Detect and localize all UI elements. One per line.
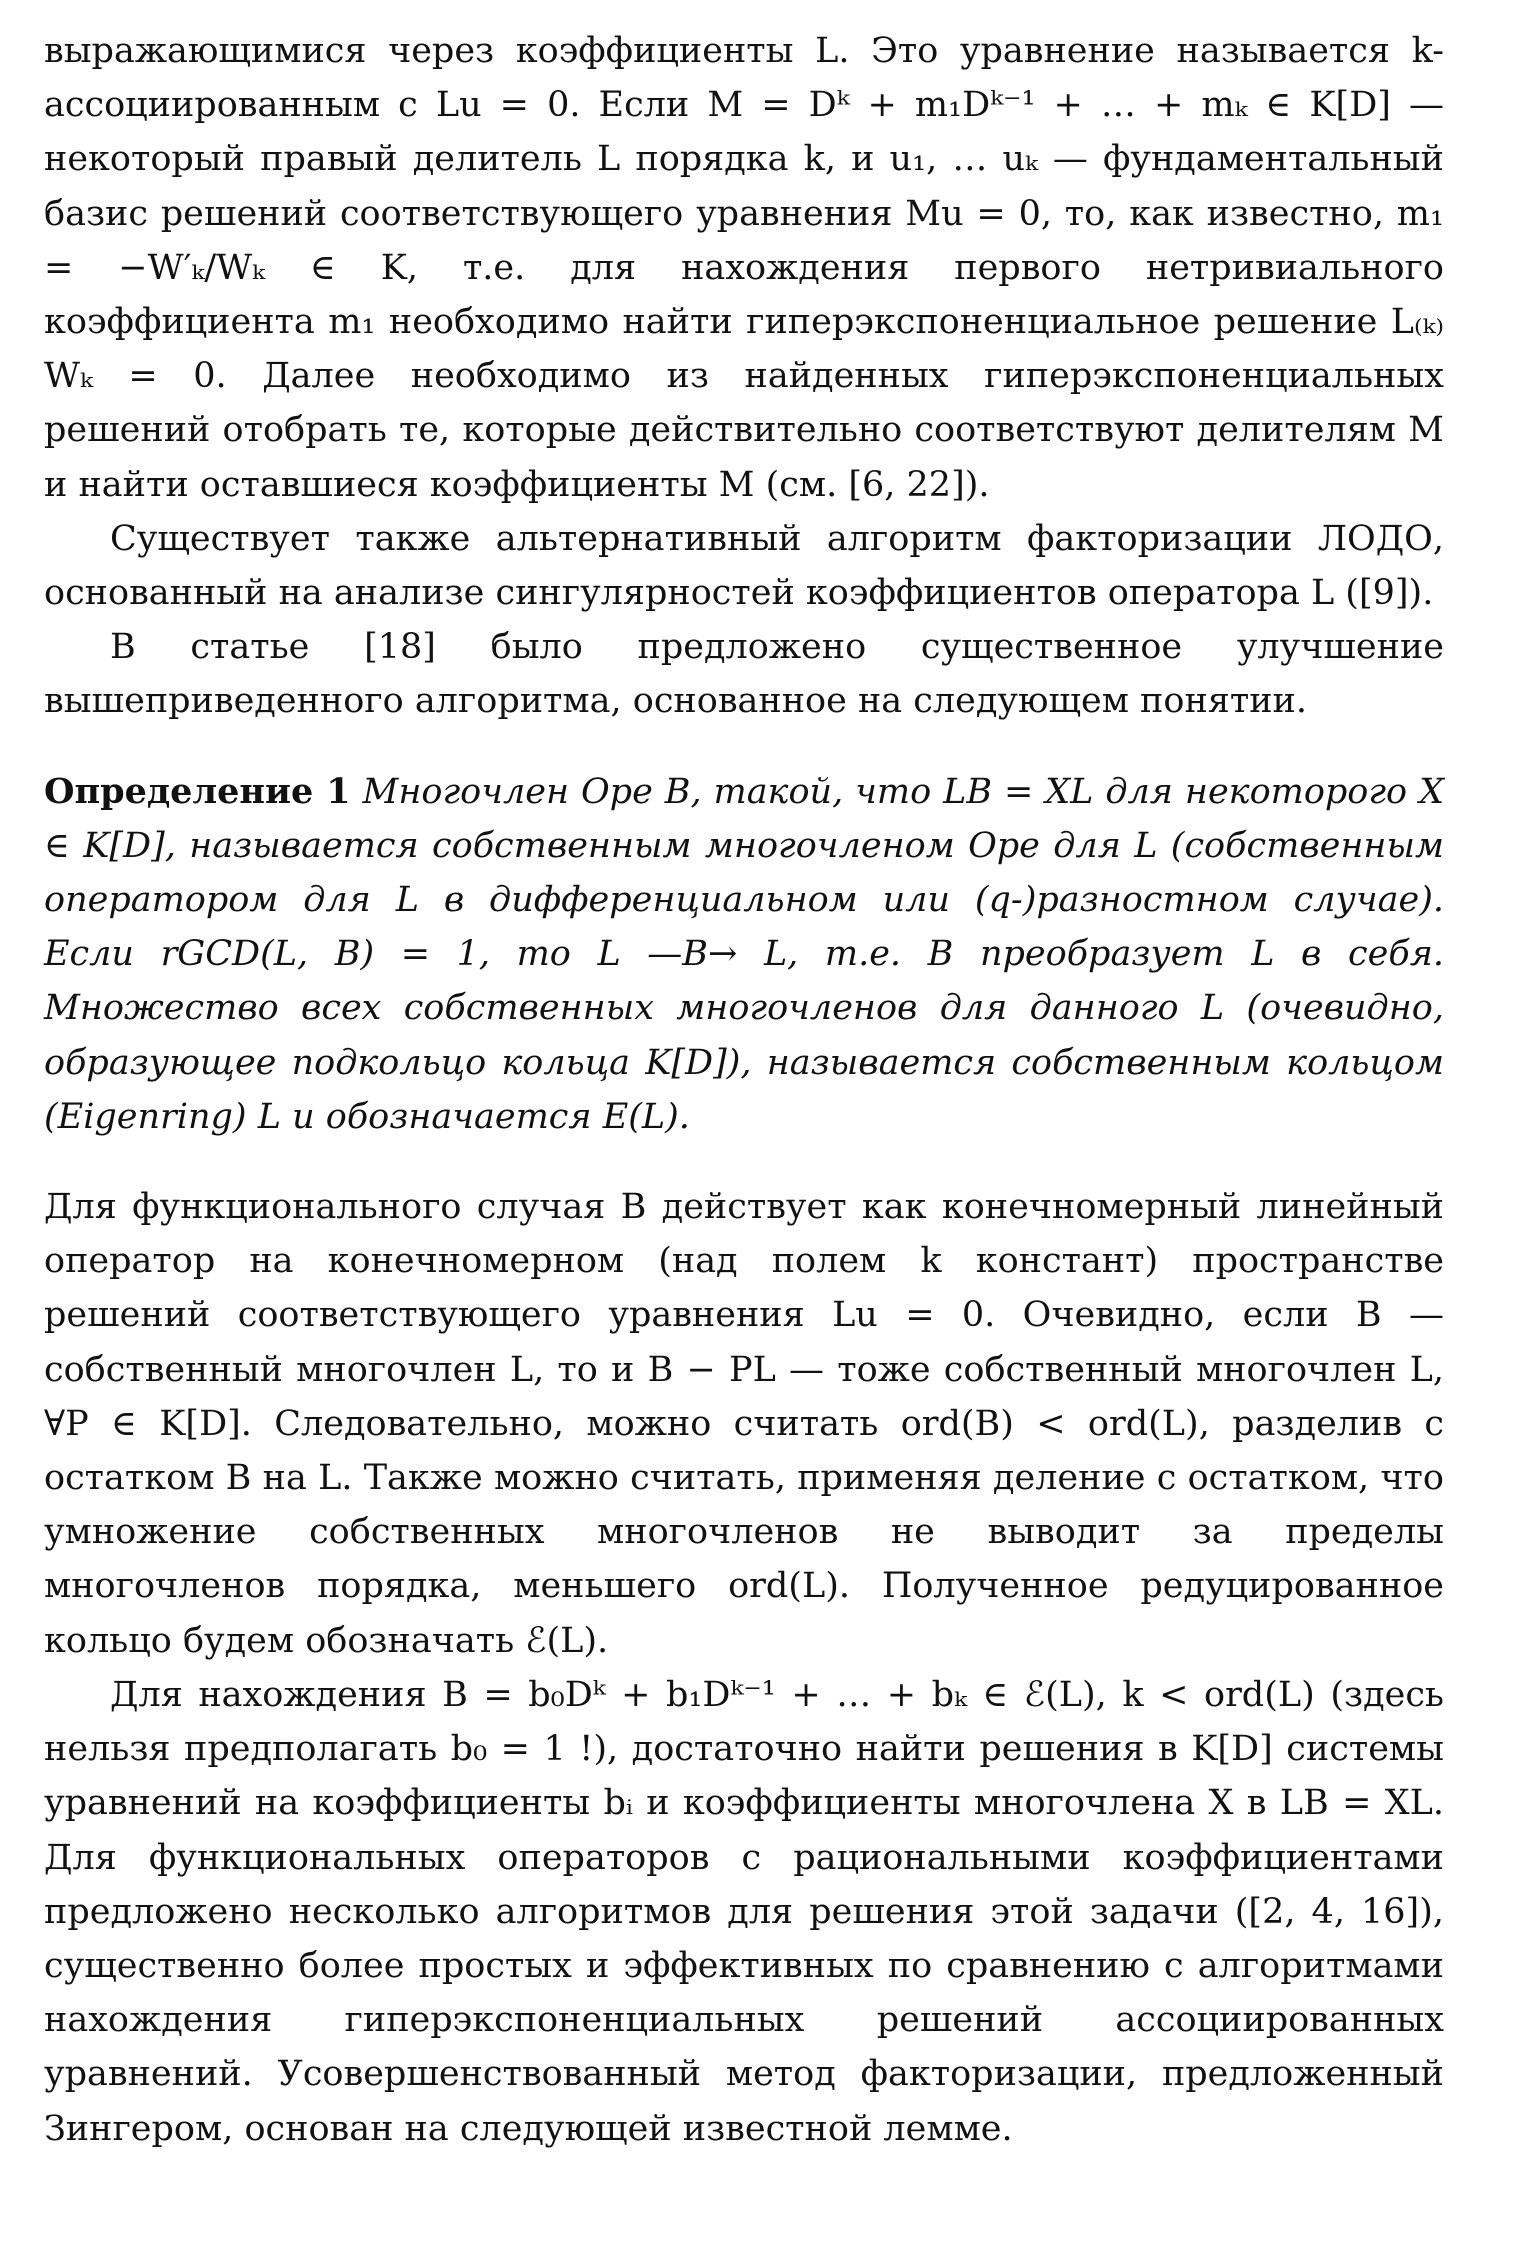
definition-label: Определение 1 <box>44 770 351 812</box>
document-page <box>44 24 1444 2156</box>
paragraph-5: Для нахождения B = b₀Dᵏ + b₁Dᵏ⁻¹ + … + bₖ ∈ ℰ(L), k < ord(L) (здесь нельзя предполагать b₀ = 1 !), достаточно найти решения в K[D] системы уравнений на коэффициенты bᵢ и коэффициенты многочлена X в LB = XL. Для функциональных операторов с рациональными коэффициентами предложено несколько алгоритмов для решения этой задачи ([2, 4, 16]), существенно более простых и эффективных по сравнению с алгоритмами нахождения гиперэкспоненциальных решений ассоциированных уравнений. Усовершенствованный метод факторизации, предложенный Зингером, основан на следующей известной лемме. <box>44 1674 1444 2149</box>
definition-1 <box>44 765 1444 1144</box>
paragraph-1: выражающимися через коэффициенты L. Это уравнение называется k-ассоциированным с Lu = 0. Если M = Dᵏ + m₁Dᵏ⁻¹ + … + mₖ ∈ K[D] — некоторый правый делитель L порядка k, и u₁, … uₖ — фундаментальный базис решений соответствующего уравнения Mu = 0, то, как известно, m₁ = −W′ₖ/Wₖ ∈ K, т.е. для нахождения первого нетривиального коэффициента m₁ необходимо найти гиперэкспоненциальное решение L₍ₖ₎Wₖ = 0. Далее необходимо из найденных гиперэкспоненциальных решений отобрать те, которые действительно соответствуют делителям M и найти оставшиеся коэффициенты M (см. [6, 22]). <box>44 31 1444 505</box>
paragraph-4: Для функционального случая B действует как конечномерный линейный оператор на конечномерном (над полем k констант) пространстве решений соответствующего уравнения Lu = 0. Очевидно, если B — собственный многочлен L, то и B − PL — тоже собственный многочлен L, ∀P ∈ K[D]. Следовательно, можно считать ord(B) < ord(L), разделив с остатком B на L. Также можно считать, применяя деление с остатком, что умножение собственных многочленов не выводит за пределы многочленов порядка, меньшего ord(L). Полученное редуцированное кольцо будем обозначать ℰ(L). <box>44 1187 1444 1661</box>
paragraph-3: В статье [18] было предложено существенное улучшение вышеприведенного алгоритма, основанное на следующем понятии. <box>44 627 1444 722</box>
paragraph-2: Существует также альтернативный алгоритм факторизации ЛОДО, основанный на анализе сингулярностей коэффициентов оператора L ([9]). <box>44 518 1444 614</box>
definition-text: Многочлен Оре B, такой, что LB = XL для некоторого X ∈ K[D], называется собственным многочленом Оре для L (собственным оператором для L в дифференциальном или (q-)разностном случае). Если rGCD(L, B) = 1, то L —B→ L, т.е. B преобразует L в себя. Множество всех собственных многочленов для данного L (очевидно, образующее подкольцо кольца K[D]), называется собственным кольцом (Eigenring) L и обозначается E(L). <box>44 771 1444 1137</box>
